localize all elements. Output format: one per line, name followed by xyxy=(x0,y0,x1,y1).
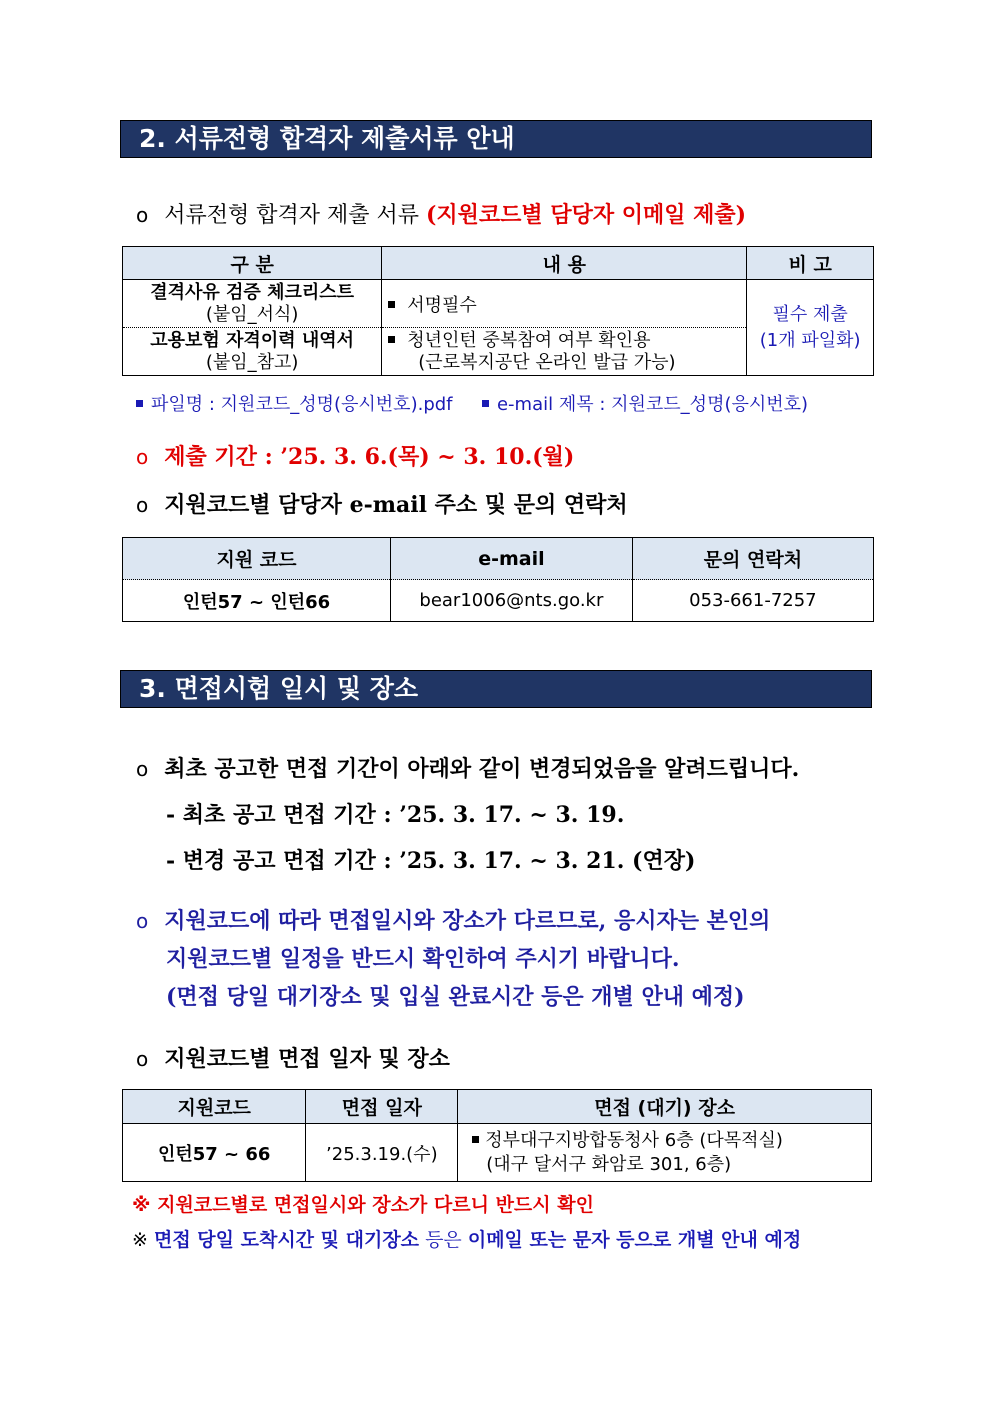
original-period: - 최초 공고 면접 기간 : ’25. 3. 17. ~ 3. 19. xyxy=(166,802,625,828)
section3-title: 3. 면접시험 일시 및 장소 xyxy=(139,674,419,703)
bullet-o-icon: o xyxy=(136,203,149,227)
file-name-note: 파일명 : 지원코드_성명(응시번호).pdf xyxy=(151,394,453,415)
docs-highlight: (지원코드별 담당자 이메일 제출) xyxy=(426,202,747,228)
square-bullet-icon xyxy=(136,400,143,407)
confirm-line1: o 지원코드에 따라 면접일시와 장소가 다르므로, 응시자는 본인의 xyxy=(136,908,771,934)
square-bullet-icon xyxy=(388,336,395,343)
email-subject-note: e-mail 제목 : 지원코드_성명(응시번호) xyxy=(496,394,809,415)
schedule-place: 정부대구지방합동청사 6층 (다목적실) (대구 달서구 화암로 301, 6층) xyxy=(458,1124,872,1182)
schedule-header-place: 면접 (대기) 장소 xyxy=(458,1090,872,1124)
square-bullet-icon xyxy=(482,400,489,407)
footnote1: ※ 지원코드별로 면접일시와 장소가 다르니 반드시 확인 xyxy=(132,1194,594,1216)
confirm-line3: (면접 당일 대기장소 및 입실 완료시간 등은 개별 안내 예정) xyxy=(166,984,745,1010)
docs-row-content: 청년인턴 중복참여 여부 확인용 (근로복지공단 온라인 발급 가능) xyxy=(382,328,747,376)
contact-header-code: 지원 코드 xyxy=(123,538,391,580)
schedule-code: 인턴57 ~ 66 xyxy=(123,1124,306,1182)
docs-header-note: 비 고 xyxy=(747,247,874,280)
docs-row-name: 결격사유 검증 체크리스트 (붙임_서식) xyxy=(123,280,382,328)
file-notes xyxy=(136,390,808,416)
section2-title: 2. 서류전형 합격자 제출서류 안내 xyxy=(139,124,515,153)
schedule-header-date: 면접 일자 xyxy=(306,1090,458,1124)
schedule-heading: o 지원코드별 면접 일자 및 장소 xyxy=(136,1046,450,1072)
square-bullet-icon xyxy=(472,1136,479,1143)
bullet-o-icon: o xyxy=(136,909,149,933)
confirm-line2: 지원코드별 일정을 반드시 확인하여 주시기 바랍니다. xyxy=(166,946,680,972)
docs-label: 서류전형 합격자 제출 서류 xyxy=(164,203,420,228)
docs-note-cell: 필수 제출 (1개 파일화) xyxy=(747,280,874,376)
change-notice: o 최초 공고한 면접 기간이 아래와 같이 변경되었음을 알려드립니다. xyxy=(136,756,800,782)
contact-header-email: e-mail xyxy=(391,538,633,580)
submission-period: o 제출 기간 : ’25. 3. 6.(목) ~ 3. 10.(월) xyxy=(136,444,575,470)
bullet-docs xyxy=(136,198,746,229)
footnote2: ※ 면접 당일 도착시간 및 대기장소 등은 이메일 또는 문자 등으로 개별 안내 예정 xyxy=(132,1229,802,1251)
contact-email[interactable]: bear1006@nts.go.kr xyxy=(391,580,633,622)
contact-header-phone: 문의 연락처 xyxy=(632,538,873,580)
contact-table xyxy=(122,537,874,622)
docs-row-content: 서명필수 xyxy=(382,280,747,328)
square-bullet-icon xyxy=(388,301,395,308)
contact-heading: o 지원코드별 담당자 e-mail 주소 및 문의 연락처 xyxy=(136,492,628,518)
bullet-o-icon: o xyxy=(136,757,149,781)
schedule-table xyxy=(122,1089,872,1182)
bullet-o-icon: o xyxy=(136,1047,149,1071)
changed-period: - 변경 공고 면접 기간 : ’25. 3. 17. ~ 3. 21. (연장) xyxy=(166,848,696,874)
docs-table xyxy=(122,246,874,376)
docs-row-name: 고용보험 자격이력 내역서 (붙임_참고) xyxy=(123,328,382,376)
schedule-date: ’25.3.19.(수) xyxy=(306,1124,458,1182)
docs-header-content: 내 용 xyxy=(382,247,747,280)
bullet-o-icon: o xyxy=(136,493,149,517)
schedule-header-code: 지원코드 xyxy=(123,1090,306,1124)
contact-phone: 053-661-7257 xyxy=(632,580,873,622)
docs-header-category: 구 분 xyxy=(123,247,382,280)
section2-title-bar xyxy=(120,120,872,158)
section3-title-bar xyxy=(120,670,872,708)
contact-code: 인턴57 ~ 인턴66 xyxy=(123,580,391,622)
bullet-o-icon: o xyxy=(136,445,149,469)
